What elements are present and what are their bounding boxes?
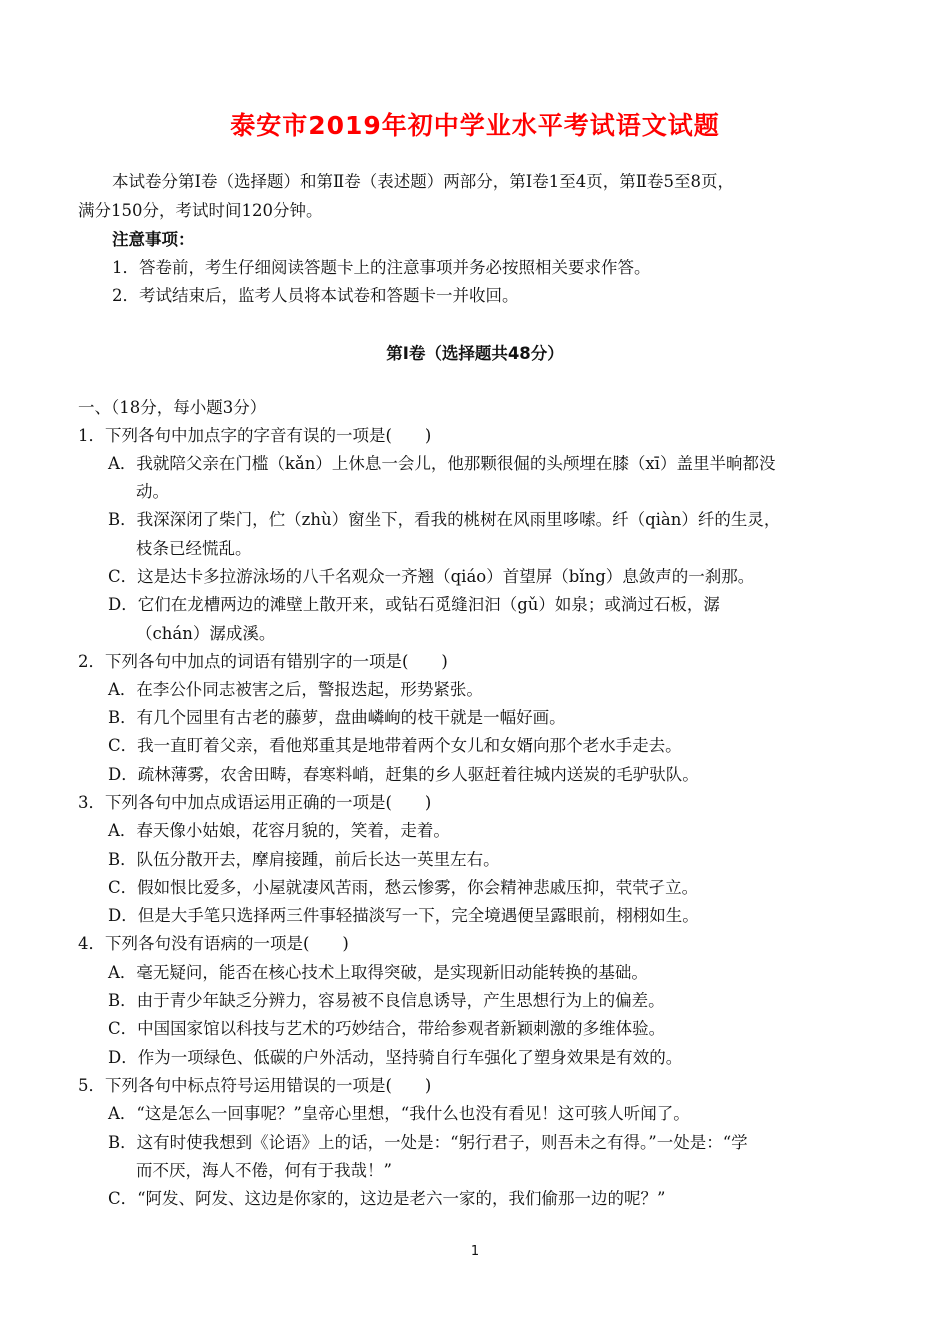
intro-line-2: 满分150分，考试时间120分钟。: [78, 201, 323, 220]
question-3-option-d: D．但是大手笔只选择两三件事轻描淡写一下，完全境遇便呈露眼前，栩栩如生。: [108, 906, 699, 925]
question-2-option-d: D．疏林薄雾，农舍田畴，春寒料峭，赶集的乡人驱赶着往城内送炭的毛驴驮队。: [108, 765, 699, 784]
question-4-option-a: A．毫无疑问，能否在核心技术上取得突破，是实现新旧动能转换的基础。: [108, 963, 648, 982]
question-1-option-b-cont: 枝条已经慌乱。: [136, 539, 252, 558]
question-3-stem: 3．下列各句中加点成语运用正确的一项是( ): [78, 793, 432, 812]
question-3-option-a: A．春天像小姑娘，花容月貌的，笑着，走着。: [108, 821, 450, 840]
notice-heading: 注意事项：: [112, 230, 195, 249]
question-1-option-b: B．我深深闭了柴门，伫（zhù）窗坐下，看我的桃树在风雨里哆嗦。纤（qiàn）纤的生灵，: [108, 510, 781, 529]
question-1-option-a-cont: 动。: [136, 482, 169, 501]
question-5-option-b: B．这有时使我想到《论语》上的话，一处是：“躬行君子，则吾未之有得。”一处是：“学: [108, 1133, 748, 1152]
question-4-option-d: D．作为一项绿色、低碳的户外活动，坚持骑自行车强化了塑身效果是有效的。: [108, 1048, 683, 1067]
notice-item-2: 2．考试结束后，监考人员将本试卷和答题卡一并收回。: [112, 286, 519, 305]
question-4-option-b: B．由于青少年缺乏分辨力，容易被不良信息诱导，产生思想行为上的偏差。: [108, 991, 665, 1010]
question-2-option-c: C．我一直盯着父亲，看他郑重其是地带着两个女儿和女婿向那个老水手走去。: [108, 736, 682, 755]
question-4-stem: 4．下列各句没有语病的一项是( ): [78, 934, 349, 953]
question-1-option-c: C．这是达卡多拉游泳场的八千名观众一齐翘（qiáo）首望屏（bǐng）息敛声的一刹那。: [108, 567, 755, 586]
question-5-stem: 5．下列各句中标点符号运用错误的一项是( ): [78, 1076, 432, 1095]
question-5-option-a: A．“这是怎么一回事呢？”皇帝心里想，“我什么也没有看见！这可骇人听闻了。: [108, 1104, 690, 1123]
notice-item-1: 1．答卷前，考生仔细阅读答题卡上的注意事项并务必按照相关要求作答。: [112, 258, 651, 277]
question-1-option-d: D．它们在龙槽两边的滩壁上散开来，或钻石觅缝汩汩（gǔ）如泉；或淌过石板，潺: [108, 595, 720, 614]
question-3-option-c: C．假如恨比爱多，小屋就凄风苦雨，愁云惨雾，你会精神悲戚压抑，茕茕孑立。: [108, 878, 699, 897]
question-5-option-c: C．“阿发、阿发、这边是你家的，这边是老六一家的，我们偷那一边的呢？”: [108, 1189, 666, 1208]
question-1-option-d-cont: （chán）潺成溪。: [136, 624, 276, 643]
question-3-option-b: B．队伍分散开去，摩肩接踵，前后长达一英里左右。: [108, 850, 500, 869]
question-4-option-c: C．中国国家馆以科技与艺术的巧妙结合，带给参观者新颖刺激的多维体验。: [108, 1019, 666, 1038]
question-5-option-b-cont: 而不厌，海人不倦，何有于我哉！”: [136, 1161, 392, 1180]
question-1-option-a: A．我就陪父亲在门槛（kǎn）上休息一会儿，他那颗很倔的头颅埋在膝（xī）盖里半晌都没: [108, 454, 776, 473]
question-2-stem: 2．下列各句中加点的词语有错别字的一项是( ): [78, 652, 448, 671]
question-1-stem: 1．下列各句中加点字的字音有误的一项是( ): [78, 426, 432, 445]
question-2-option-a: A．在李公仆同志被害之后，警报迭起，形势紧张。: [108, 680, 483, 699]
exam-title: 泰安市2019年初中学业水平考试语文试题: [230, 111, 720, 140]
question-2-option-b: B．有几个园里有古老的藤萝，盘曲嶙峋的枝干就是一幅好画。: [108, 708, 566, 727]
part-heading: 一、（18分，每小题3分）: [78, 398, 267, 417]
intro-line-1: 本试卷分第Ⅰ卷（选择题）和第Ⅱ卷（表述题）两部分，第Ⅰ卷1至4页，第Ⅱ卷5至8页，: [112, 172, 734, 191]
page-number: 1: [470, 1244, 480, 1259]
section-title: 第Ⅰ卷（选择题共48分）: [386, 344, 564, 363]
